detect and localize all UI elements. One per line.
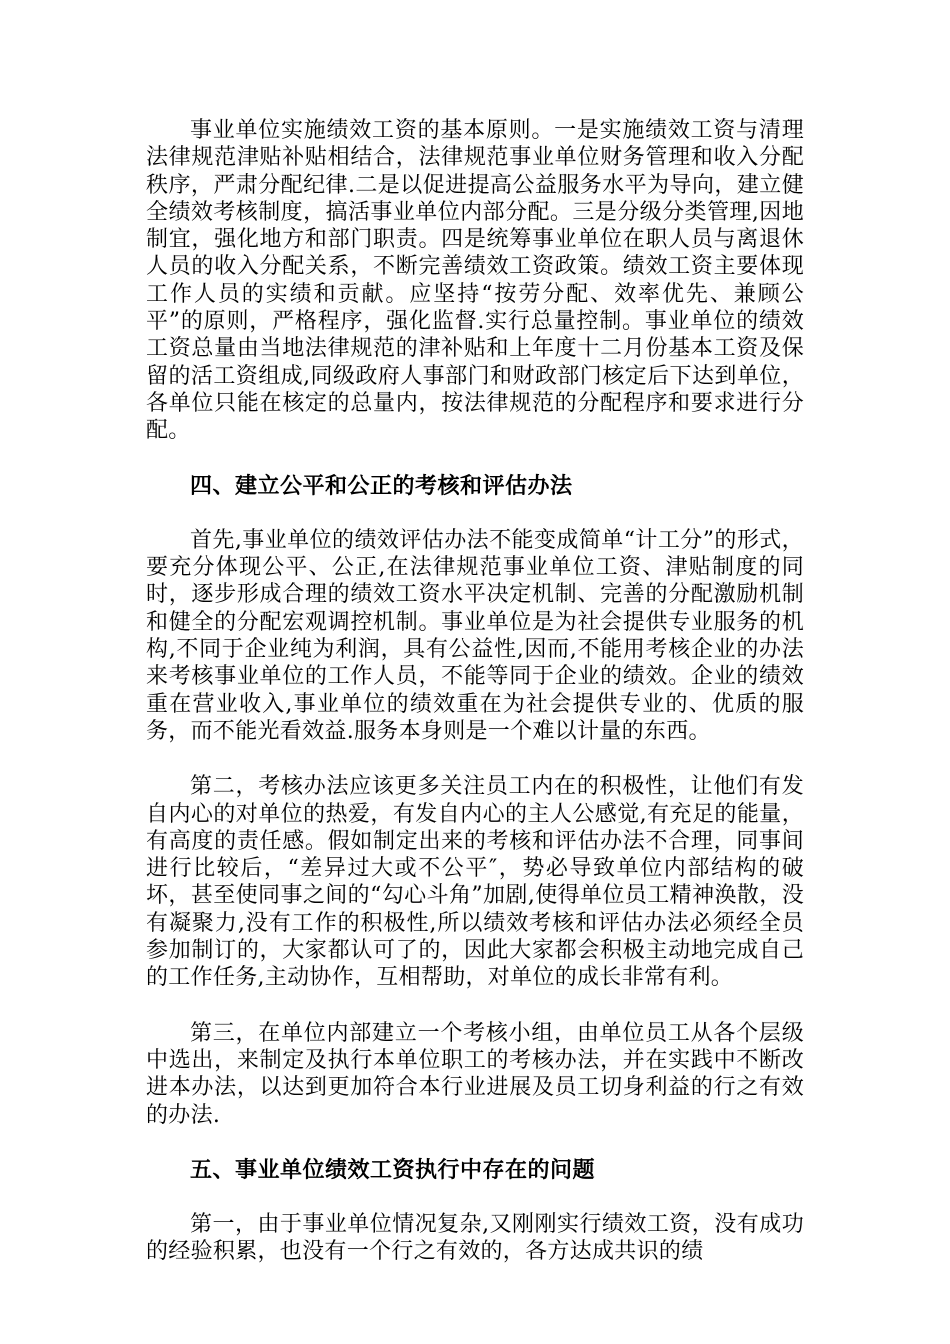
paragraph-basic-principles: 事业单位实施绩效工资的基本原则。一是实施绩效工资与清理法律规范津贴补贴相结合，法律规范事业单位财务管理和收入分配秩序，严肃分配纪律.二是以促进提高公益服务水平为导向，建立健全绩效考核制度，搞活事业单位内部分配。三是分级分类管理,因地制宜，强化地方和部门职责。四是统筹事业单位在职人员与离退休人员的收入分配关系，不断完善绩效工资政策。绩效工资主要体现工作人员的实绩和贡献。应坚持“按劳分配、效率优先、兼顾公平”的原则，严格程序，强化监督.实行总量控制。事业单位的绩效工资总量由当地法律规范的津补贴和上年度十二月份基本工资及保留的活工资组成,同级政府人事部门和财政部门核定后下达到单位，各单位只能在核定的总量内，按法律规范的分配程序和要求进行分配。 (146, 118, 804, 444)
section-heading-4: 四、建立公平和公正的考核和评估办法 (190, 472, 573, 499)
paragraph-second-point: 第二，考核办法应该更多关注员工内在的积极性，让他们有发自内心的对单位的热爱，有发自内心的主人公感觉,有充足的能量，有高度的责任感。假如制定出来的考核和评估办法不合理，同事间进行比较后，“差异过大或不公平″，势必导致单位内部结构的破坏，甚至使同事之间的“勾心斗角”加剧,使得单位员工精神涣散，没有凝聚力,没有工作的积极性,所以绩效考核和评估办法必须经全员参加制订的，大家都认可了的，因此大家都会积极主动地完成自己的工作任务,主动协作，互相帮助，对单位的成长非常有利。 (146, 774, 804, 991)
paragraph-third-point: 第三，在单位内部建立一个考核小组，由单位员工从各个层级中选出，来制定及执行本单位职工的考核办法，并在实践中不断改进本办法，以达到更加符合本行业进展及员工切身利益的行之有效的办法. (146, 1020, 804, 1128)
paragraph-problem-first: 第一，由于事业单位情况复杂,又刚刚实行绩效工资，没有成功的经验积累，也没有一个行之有效的，各方达成共识的绩 (146, 1212, 804, 1265)
section-heading-5: 五、事业单位绩效工资执行中存在的问题 (190, 1156, 596, 1183)
document-page (146, 117, 804, 1266)
paragraph-first-point: 首先,事业单位的绩效评估办法不能变成简单“计工分”的形式，要充分体现公平、公正,在法律规范事业单位工资、津贴制度的同时，逐步形成合理的绩效工资水平决定机制、完善的分配激励机制和健全的分配宏观调控机制。事业单位是为社会提供专业服务的机构,不同于企业纯为利润，具有公益性,因而,不能用考核企业的办法来考核事业单位的工作人员，不能等同于企业的绩效。企业的绩效重在营业收入,事业单位的绩效重在为社会提供专业的、优质的服务，而不能光看效益.服务本身则是一个难以计量的东西。 (146, 527, 804, 744)
